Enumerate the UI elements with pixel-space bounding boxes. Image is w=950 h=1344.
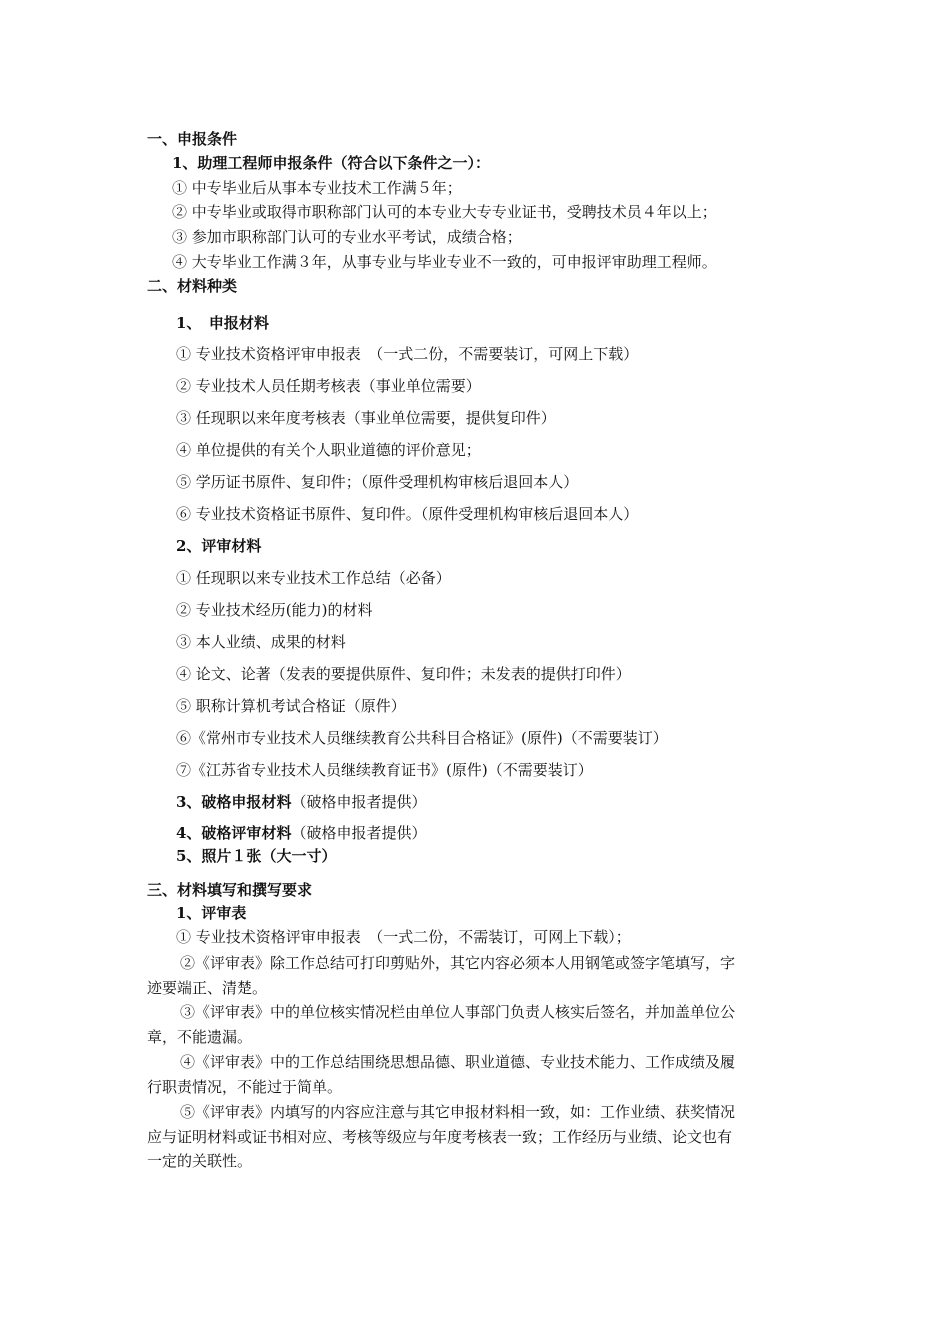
list-item: ⑥ 专业技术资格证书原件、复印件。（原件受理机构审核后退回本人）	[176, 505, 639, 523]
section-2-sub3	[176, 792, 426, 812]
paragraph-line: ④《评审表》中的工作总结围绕思想品德、职业道德、专业技术能力、工作成绩及履	[180, 1053, 736, 1071]
paragraph-line: 章，不能遗漏。	[147, 1028, 253, 1046]
list-item: ① 任现职以来专业技术工作总结（必备）	[176, 569, 451, 587]
list-item: ① 专业技术资格评审申报表 （一式二份，不需装订，可网上下载）；	[176, 928, 631, 946]
paragraph-line: ③《评审表》中的单位核实情况栏由单位人事部门负责人核实后签名，并加盖单位公	[180, 1003, 736, 1021]
section-1-sub1-title: 1、助理工程师申报条件（符合以下条件之一）：	[172, 154, 490, 172]
section-2-sub3-title: 3、破格申报材料	[176, 793, 292, 811]
paragraph-line: 迹要端正、清楚。	[147, 979, 268, 997]
section-3-title: 三、材料填写和撰写要求	[147, 881, 313, 899]
paragraph-line: ⑤《评审表》内填写的内容应注意与其它申报材料相一致，如：工作业绩、获奖情况	[180, 1103, 736, 1121]
list-item: ⑤ 学历证书原件、复印件；（原件受理机构审核后退回本人）	[176, 473, 579, 491]
list-item: ⑤ 职称计算机考试合格证（原件）	[176, 697, 406, 715]
list-item: ③ 任现职以来年度考核表（事业单位需要，提供复印件）	[176, 409, 556, 427]
list-item: ② 专业技术人员任期考核表（事业单位需要）	[176, 377, 481, 395]
section-2-sub3-note: （破格申报者提供）	[291, 793, 427, 811]
section-2-sub4-title: 4、破格评审材料	[176, 824, 292, 842]
section-2-title: 二、材料种类	[147, 277, 238, 295]
section-3-sub1-title: 1、评审表	[176, 904, 247, 922]
section-2-sub2-title: 2、评审材料	[176, 537, 262, 555]
list-item: ④ 论文、论著（发表的要提供原件、复印件；未发表的提供打印件）	[176, 665, 631, 683]
paragraph-line: 应与证明材料或证书相对应、考核等级应与年度考核表一致；工作经历与业绩、论文也有	[147, 1128, 733, 1146]
list-item: ④ 单位提供的有关个人职业道德的评价意见；	[176, 441, 481, 459]
list-item: ④ 大专毕业工作满３年，从事专业与毕业专业不一致的，可申报评审助理工程师。	[172, 253, 717, 271]
section-2-sub1-title: 1、 申报材料	[176, 314, 269, 332]
list-item: ⑦《江苏省专业技术人员继续教育证书》(原件)（不需要装订）	[176, 761, 593, 779]
section-1-title: 一、申报条件	[147, 130, 238, 148]
section-2-sub4-note: （破格申报者提供）	[291, 824, 427, 842]
list-item: ① 中专毕业后从事本专业技术工作满５年；	[172, 179, 462, 197]
list-item: ② 专业技术经历(能力)的材料	[176, 601, 373, 619]
list-item: ③ 本人业绩、成果的材料	[176, 633, 346, 651]
paragraph-line: ②《评审表》除工作总结可打印剪贴外，其它内容必须本人用钢笔或签字笔填写，字	[180, 954, 736, 972]
section-2-sub5-title: 5、照片１张（大一寸）	[176, 847, 337, 865]
list-item: ③ 参加市职称部门认可的专业水平考试，成绩合格；	[172, 228, 522, 246]
list-item: ① 专业技术资格评审申报表 （一式二份，不需要装订，可网上下载）	[176, 345, 639, 363]
list-item: ② 中专毕业或取得市职称部门认可的本专业大专专业证书，受聘技术员４年以上；	[172, 203, 717, 221]
list-item: ⑥《常州市专业技术人员继续教育公共科目合格证》(原件)（不需要装订）	[176, 729, 668, 747]
paragraph-line: 一定的关联性。	[147, 1152, 253, 1170]
paragraph-line: 行职责情况，不能过于简单。	[147, 1078, 343, 1096]
section-2-sub4	[176, 823, 426, 843]
